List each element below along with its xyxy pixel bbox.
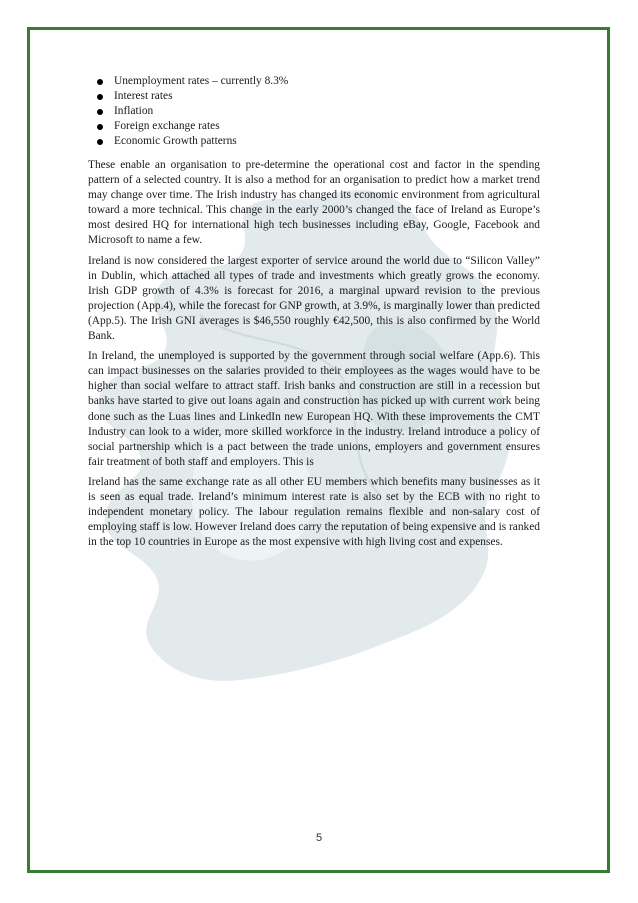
paragraph-gdp-growth: Ireland is now considered the largest exporter of service around the world due to “Silicon Valley” in Dublin, which attached all types of trade and investments which greatly grows the economy. Irish GDP growth of 4.3% is forecast for 2016, a marginal upward revision to the previous projection (App.4), while the forecast for GNP growth, at 3.9%, is marginally lower than predicted (App.5). The Irish GNI averages is $46,550 roughly €42,500, this is also confirmed by the World Bank. (88, 254, 540, 343)
page-number: 5 (315, 832, 323, 844)
list-item: Unemployment rates – currently 8.3% (88, 74, 540, 89)
paragraph-exchange-rate: Ireland has the same exchange rate as all other EU members which benefits many businesses as it is seen as equal trade. Ireland’s minimum interest rate is also set by the ECB with no right to independent monetary policy. The labour regulation remains flexible and non-salary cost of employing staff is low. However Ireland does carry the reputation of being expensive and is ranked in the top 10 countries in Europe as the most expensive with high living cost and expenses. (88, 475, 541, 549)
bullet-icon (97, 109, 103, 115)
list-item: Economic Growth patterns (88, 134, 540, 149)
bullet-icon (97, 94, 103, 100)
paragraph-economic-factors: These enable an organisation to pre-determine the operational cost and factor in the spending pattern of a selected country. It is also a method for an organisation to predict how a market trend may change over time. The Irish industry has changed its economic environment from agricultural toward a more technical. This change in the early 2000’s changed the face of Ireland as Europe’s most desired HQ for international high tech businesses including eBay, Google, Facebook and Microsoft to name a few. (88, 159, 540, 247)
list-item: Inflation (88, 104, 540, 119)
bullet-icon (97, 139, 103, 145)
bullet-icon (97, 124, 103, 130)
list-item: Interest rates (88, 89, 540, 104)
list-item: Foreign exchange rates (88, 119, 540, 134)
bullet-list (88, 74, 540, 149)
paragraph-unemployment: In Ireland, the unemployed is supported by the government through social welfare (App.6). This can impact businesses on the salaries provided to their employees as the wages would have to be higher than social welfare to attract staff. Irish banks and construction are still in a recession but banks have started to give out loans again and construction has picked up with current work being done such as the Luas lines and LinkedIn new European HQ. With these improvements the CMT Industry can look to a wider, more skilled workforce in the industry. Ireland introduce a policy of social partnership which is a pact between the trade unions, employers and government ensures fair treatment of both staff and employers. This is (88, 350, 540, 468)
bullet-icon (97, 79, 103, 85)
document-body (88, 74, 540, 555)
